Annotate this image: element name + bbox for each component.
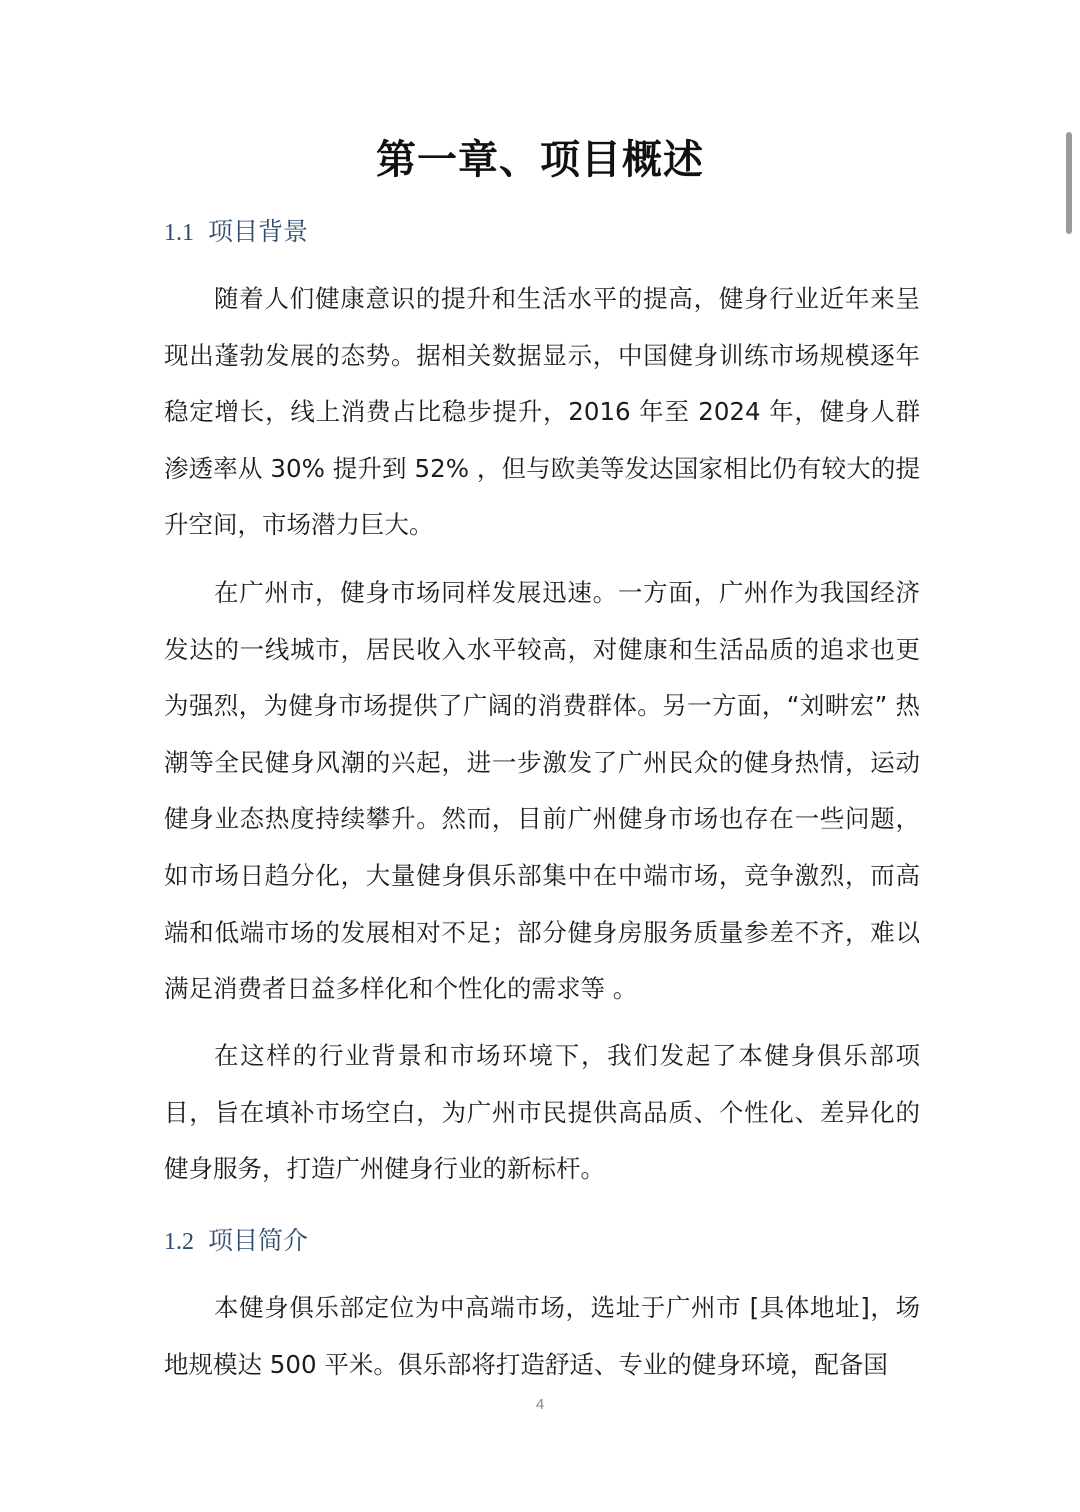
chapter-title: 第一章、项目概述 <box>376 137 704 183</box>
section-heading-1-1 <box>164 214 308 251</box>
section-number: 1.1 <box>164 220 194 246</box>
paragraph: 在这样的行业背景和市场环境下，我们发起了本健身俱乐部项目，旨在填补市场空白，为广州市民提供高品质、个性化、差异化的健身服务，打造广州健身行业的新标杆。 <box>164 1041 920 1184</box>
section-number: 1.2 <box>164 1229 194 1255</box>
section-title: 项目简介 <box>208 1226 309 1255</box>
page-number: 4 <box>535 1396 545 1413</box>
paragraph: 随着人们健康意识的提升和生活水平的提高，健身行业近年来呈现出蓬勃发展的态势。据相关数据显示，中国健身训练市场规模逐年稳定增长，线上消费占比稳步提升，2016 年至 2024 年，健身人群渗透率从 30% 提升到 52% ，但与欧美等发达国家相比仍有较大的提升空间，市场潜力巨大。 <box>164 284 920 540</box>
paragraph: 本健身俱乐部定位为中高端市场，选址于广州市 [具体地址]，场地规模达 500 平米。俱乐部将打造舒适、专业的健身环境，配备国 <box>164 1293 920 1379</box>
scrollbar-thumb[interactable] <box>1066 132 1072 234</box>
section-title: 项目背景 <box>208 217 309 246</box>
paragraph: 在广州市，健身市场同样发展迅速。一方面，广州作为我国经济发达的一线城市，居民收入水平较高，对健康和生活品质的追求也更为强烈，为健身市场提供了广阔的消费群体。另一方面，“刘畊宏” 热潮等全民健身风潮的兴起，进一步激发了广州民众的健身热情，运动健身业态热度持续攀升。然而，目前广州健身市场也存在一些问题，如市场日趋分化，大量健身俱乐部集中在中端市场，竞争激烈，而高端和低端市场的发展相对不足；部分健身房服务质量参差不齐，难以满足消费者日益多样化和个性化的需求等 。 <box>164 578 920 1004</box>
section-heading-1-2 <box>164 1223 308 1260</box>
